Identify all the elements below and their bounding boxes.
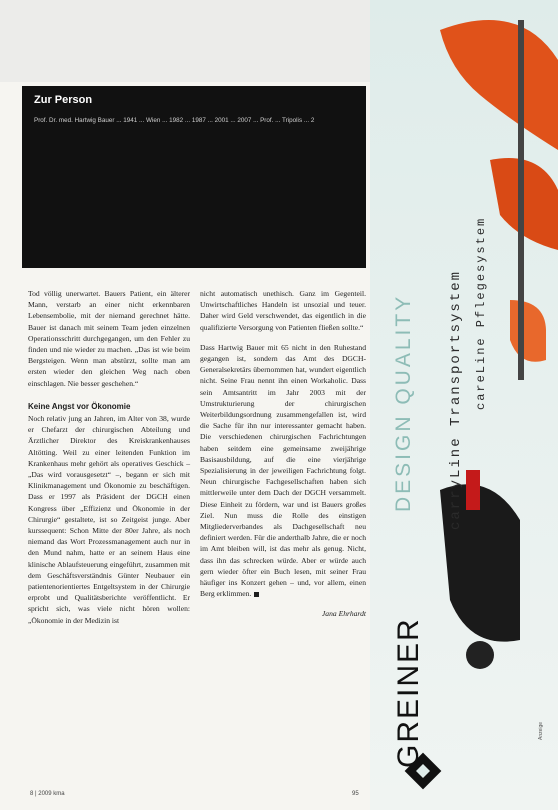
article-author: Jana Ehrhardt bbox=[321, 609, 366, 619]
article-column-2 bbox=[200, 288, 366, 620]
footer-issue: 8 | 2009 kma bbox=[30, 791, 65, 797]
bio-box-title: Zur Person bbox=[34, 94, 93, 106]
ad-careline-text: careLine Pflegesystem bbox=[474, 216, 488, 410]
top-image-strip bbox=[0, 0, 370, 82]
bumper-shape bbox=[510, 300, 546, 362]
end-mark-icon bbox=[254, 592, 259, 597]
handle-red-shape bbox=[466, 470, 480, 510]
article-paragraph-text: Dass Hartwig Bauer mit 65 nicht in den Ruhestand gegangen ist, sondern das Amt des DGCH-Generalsekretärs übernommen hat, wundert eigentlich nicht. Seine Frau nennt ihn einen Workaholic. Dass sein Amtsantritt im Jahr 2003 mit der Umstrukturierung der chirurgischen Weiterbildungsordnung zusammengefallen ist, wird die Sache für ihn nur interessanter gemacht haben. Die verschiedenen chirurgischen Fachrichtungen haben seitdem eine gemeinsame zweijährige Basisausbildung, auf die eine vierjährige Spezialisierung in der jeweiligen Fachrichtung folgt. Neun chirurgische Fachgesellschaften haben sich mittlerweile unter dem Dach der DGCH versammelt. Diese Einheit zu fördern, war und ist Bauers großes Ziel. Nun muss die Rolle des einstigen Mitgliederverbandes als Dachgesellschaft neu definiert werden. Für die anderthalb Jahre, die er noch im Amt bleiben will, ist das mehr als genug. Nicht, dass ihn das schrecken würde. Aber er würde auch gern wieder öfter ein Buch lesen, mit seiner Frau häufiger ins Konzert gehen – und, vor allem, einen Berg erklimmen. bbox=[200, 342, 366, 599]
article-paragraph bbox=[200, 342, 366, 600]
article-subheading: Keine Angst vor Ökonomie bbox=[28, 401, 131, 411]
ad-quality-text: DESIGN QUALITY bbox=[392, 293, 415, 512]
page-number: 95 bbox=[352, 791, 359, 797]
bio-box-text: Prof. Dr. med. Hartwig Bauer ... 1941 ... Wien ... 1982 ... 1987 ... 2001 ... 2007 ... Prof. ... Tripolis ... 2 bbox=[34, 117, 315, 124]
advertisement bbox=[370, 0, 558, 810]
article-paragraph: nicht automatisch unethisch. Ganz im Gegenteil. Unwirtschaftliches Handeln ist unsozial und teuer. Daher wird Geld verschwendet, das eigentlich in die qualifizierte Versorgung von Patienten fließen sollte.“ bbox=[200, 289, 366, 332]
ad-carryline-text: carryLine Transportsystem bbox=[448, 269, 464, 530]
bio-box bbox=[22, 86, 366, 268]
wheel-shape bbox=[466, 641, 494, 669]
frame-rail-shape bbox=[518, 20, 524, 380]
article-column-1 bbox=[28, 288, 190, 635]
ad-label: Anzeige bbox=[538, 721, 544, 740]
ad-brand-name: GREINER bbox=[392, 617, 425, 768]
article-paragraph: Noch relativ jung an Jahren, im Alter von 38, wurde er Chefarzt der chirurgischen Abteilung und Ärztlicher Direktor des Kreiskrankenhauses Altötting. Weil zu einer leitenden Funktion im Krankenhaus mehr gehört als operatives Geschick – „Das wird vorausgesetzt“ –, begann er sich mit Klinikmanagement und Ökonomie zu beschäftigen. Dass er 1997 als Präsident der DGCH einen Kongress über „Effizienz und Ökonomie in der Chirurgie“ gestaltete, ist so Zeitgeist junge. Aber kurssequent: Schon Mitte der 80er Jahre, als noch niemand das Wort Prozessmanagement auch nur in den Mund nahm, hatte er an seinem Haus eine klinische Ablaufsteuerung eingeführt, zusammen mit dem Geschäftsverständnis Günter Neubauer ein patientenorientiertes Entgeltsystem in der Chirurgie erprobt und Qualitätsberichte veröffentlicht. Er spricht sich, was viele nicht hören wollen: „Ökonomie in der Medizin ist bbox=[28, 414, 190, 625]
article-paragraph: Tod völlig unerwartet. Bauers Patient, ein älterer Mann, verstarb an einer nicht erkennbaren Lebensembolie, mit der niemand gerechnet hätte. Bauer ist danach mit seinem Team jeden einzelnen Operationsschritt durchgegangen, um den Fehler zu finden und nie wieder zu machen. „Das ist wie beim Bergsteigen. Wenn man abstürzt, sollte man am ersten wieder den gleichen Weg nach oben einschlagen. Nie besser geschehen.“ bbox=[28, 289, 190, 388]
mattress-top-shape bbox=[440, 20, 558, 150]
